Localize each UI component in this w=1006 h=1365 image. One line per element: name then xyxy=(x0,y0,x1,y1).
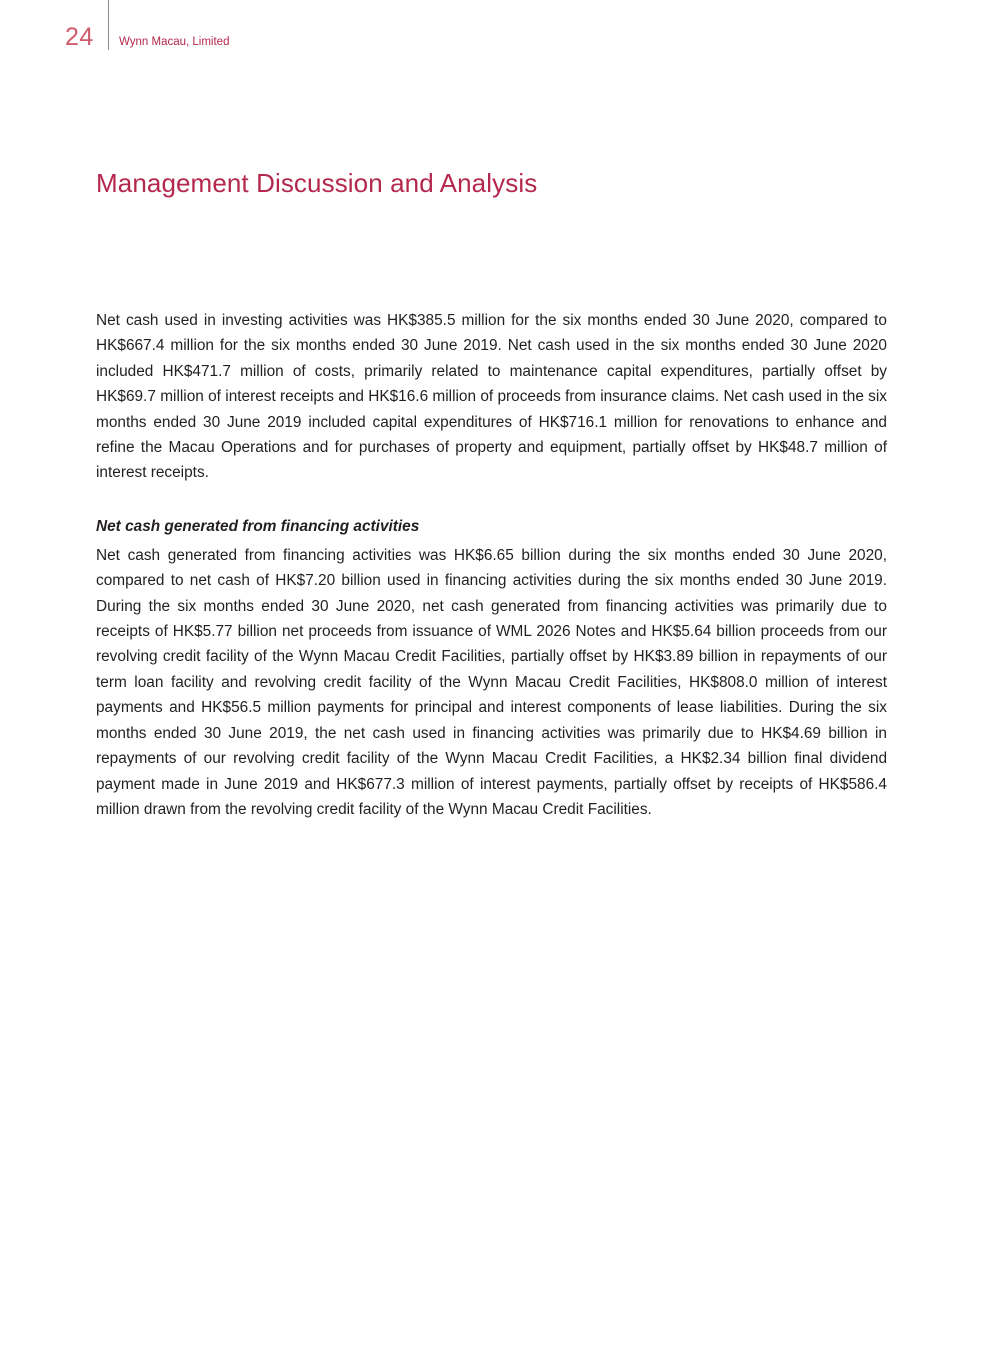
main-content xyxy=(96,308,887,822)
section-title: Management Discussion and Analysis xyxy=(96,168,538,198)
page-header xyxy=(0,0,1006,60)
investing-activities-paragraph: Net cash used in investing activities was HK$385.5 million for the six months ended 30 June 2020, compared to HK$667.4 million for the six months ended 30 June 2019. Net cash used in the six months ended 30 June 2020 included HK$471.7 million of costs, primarily related to maintenance capital expenditures, partially offset by HK$69.7 million of interest receipts and HK$16.6 million of proceeds from insurance claims. Net cash used in the six months ended 30 June 2019 included capital expenditures of HK$716.1 million for renovations to enhance and refine the Macau Operations and for purchases of property and equipment, partially offset by HK$48.7 million of interest receipts. xyxy=(96,312,887,482)
financing-activities-paragraph: Net cash generated from financing activities was HK$6.65 billion during the six months ended 30 June 2020, compared to net cash of HK$7.20 billion used in financing activities during the six months ended 30 June 2019. During the six months ended 30 June 2020, net cash generated from financing activities was primarily due to receipts of HK$5.77 billion net proceeds from issuance of WML 2026 Notes and HK$5.64 billion proceeds from our revolving credit facility of the Wynn Macau Credit Facilities, partially offset by HK$3.89 billion in repayments of our term loan facility and revolving credit facility of the Wynn Macau Credit Facilities, HK$808.0 million of interest payments and HK$56.5 million payments for principal and interest components of lease liabilities. During the six months ended 30 June 2019, the net cash used in financing activities was primarily due to HK$4.69 billion in repayments of our revolving credit facility of the Wynn Macau Credit Facilities, a HK$2.34 billion final dividend payment made in June 2019 and HK$677.3 million of interest payments, partially offset by receipts of HK$586.4 million drawn from the revolving credit facility of the Wynn Macau Credit Facilities. xyxy=(96,546,887,818)
header-divider xyxy=(108,0,109,50)
company-name: Wynn Macau, Limited xyxy=(119,36,230,48)
financing-activities-heading: Net cash generated from financing activities xyxy=(96,517,420,535)
page-number: 24 xyxy=(65,23,94,51)
